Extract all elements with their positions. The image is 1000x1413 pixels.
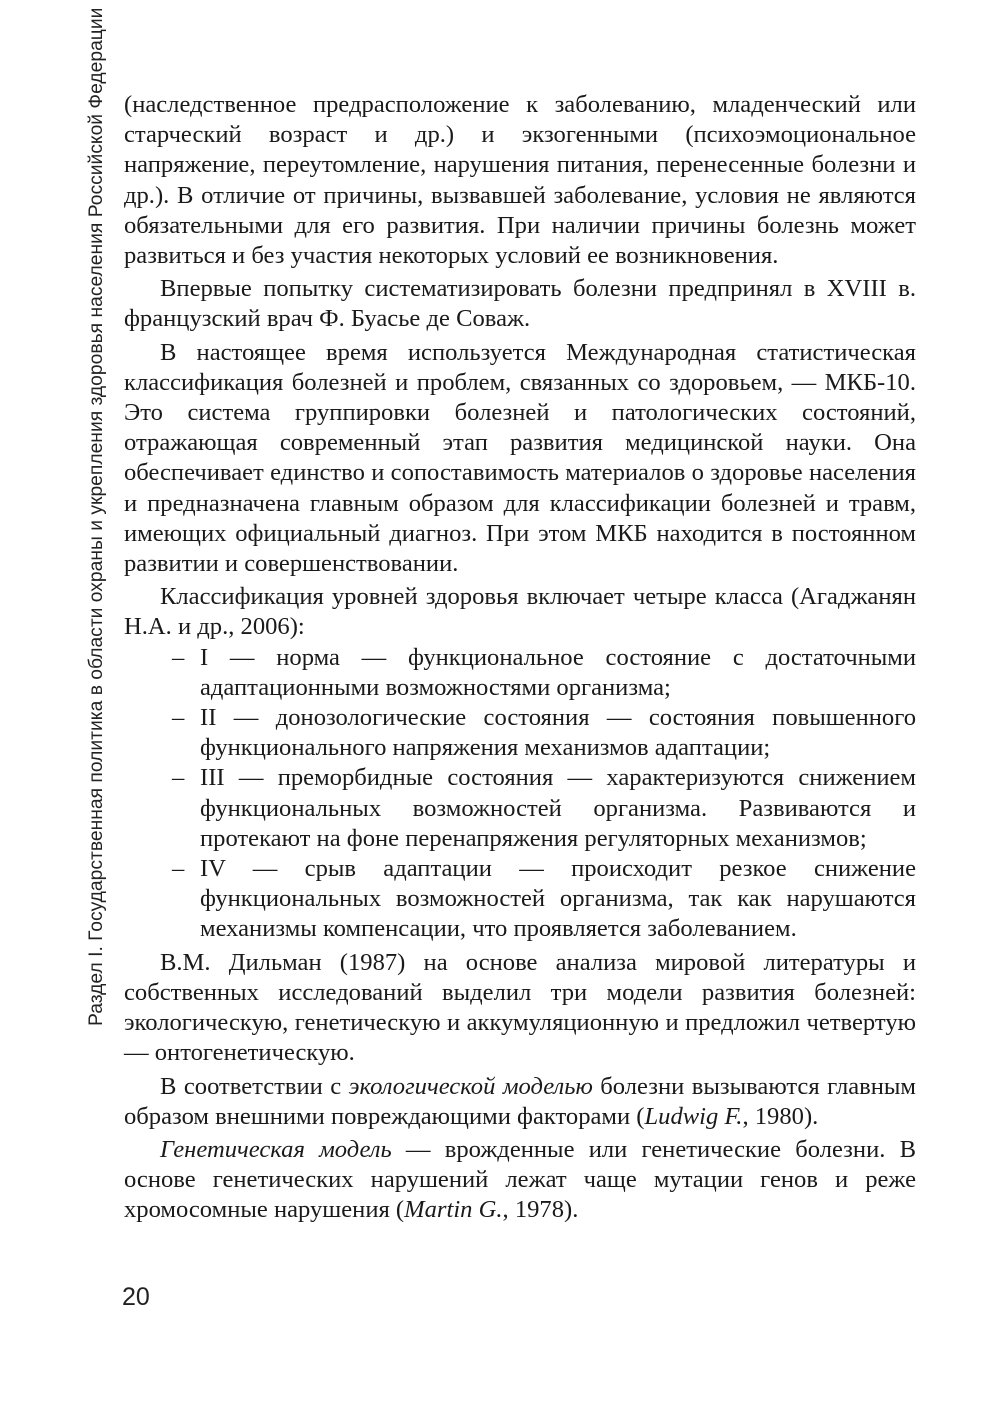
paragraph-2: Впервые попытку систематизировать болезни предпринял в XVIII в. французский врач Ф. Буасье де Соваж. bbox=[124, 275, 916, 333]
paragraph-6-text-end: , 1980). bbox=[742, 1102, 819, 1130]
list-dash: – bbox=[172, 643, 185, 671]
side-header-container bbox=[82, 7, 112, 1026]
list-item-text: III — преморбидные состояния — характеризуются снижением функциональных возможностей организма. Развиваются и протекают на фоне перенапряжения регуляторных механизмов; bbox=[200, 764, 916, 852]
citation-author: Martin G. bbox=[404, 1196, 503, 1224]
paragraph-7 bbox=[124, 1135, 916, 1226]
list-item-text: I — норма — функциональное состояние с достаточными адаптационными возможностями организма; bbox=[200, 643, 916, 701]
paragraph-3: В настоящее время используется Международная статистическая классификация болезней и проблем, связанных со здоровьем, — МКБ-10. Это система группировки болезней и патологических состояний, отражающая современный этап развития медицинской науки. Она обеспечивает единство и сопоставимость материалов о здоровье населения и предназначена главным образом для классификации болезней и травм, имеющих официальный диагноз. При этом МКБ находится в постоянном развитии и совершенствовании. bbox=[124, 338, 916, 578]
paragraph-6-text-start: В соответствии с bbox=[160, 1072, 349, 1100]
list-dash: – bbox=[172, 704, 185, 732]
list-item bbox=[124, 643, 916, 703]
paragraph-5: В.М. Дильман (1987) на основе анализа мировой литературы и собственных исследований выделил три модели развития болезней: экологическую, генетическую и аккумуляционную и предложил четвертую — онтогенетическую. bbox=[124, 948, 916, 1067]
citation-author: Ludwig F. bbox=[644, 1102, 743, 1130]
paragraph-1: (наследственное предрасположение к заболеванию, младенческий или старческий возраст и др.) и экзогенными (психоэмоциональное напряжение, переутомление, нарушения питания, перенесенные болезни и др.). В отличие от причины, вызвавшей заболевание, условия не являются обязательными для его развития. При наличии причины болезнь может развиться и без участия некоторых условий ее возникновения. bbox=[124, 91, 916, 270]
paragraph-7-text-end: , 1978). bbox=[502, 1196, 579, 1224]
paragraph-4: Классификация уровней здоровья включает четыре класса (Агаджанян Н.А. и др., 2006): bbox=[124, 583, 916, 641]
list-item bbox=[124, 703, 916, 763]
page-number: 20 bbox=[122, 1283, 150, 1311]
list-item bbox=[124, 763, 916, 854]
paragraph-6-text-mid: болезни вызываются главным образом внешними повреждающими факторами ( bbox=[124, 1072, 916, 1130]
list-dash: – bbox=[172, 855, 185, 883]
paragraph-6 bbox=[124, 1072, 916, 1132]
list-item bbox=[124, 854, 916, 945]
paragraph-7-text-mid: — врожденные или генетические болезни. В основе генетических нарушений лежат чаще мутации генов и реже хромосомные нарушения ( bbox=[124, 1135, 916, 1224]
list-dash: – bbox=[172, 764, 185, 792]
emphasis-genetic-model: Генетическая модель bbox=[160, 1135, 392, 1163]
running-header: Раздел I. Государственная политика в области охраны и укрепления здоровья населения Российской Федерации bbox=[86, 7, 107, 1026]
page-body bbox=[124, 90, 916, 1226]
list-item-text: IV — срыв адаптации — происходит резкое снижение функциональных возможностей организма, так как нарушаются механизмы компенсации, что проявляется заболеванием. bbox=[200, 855, 916, 943]
health-levels-list bbox=[124, 643, 916, 945]
emphasis-ecological-model: экологической моделью bbox=[348, 1072, 593, 1100]
list-item-text: II — донозологические состояния — состояния повышенного функционального напряжения механизмов адаптации; bbox=[200, 704, 916, 762]
